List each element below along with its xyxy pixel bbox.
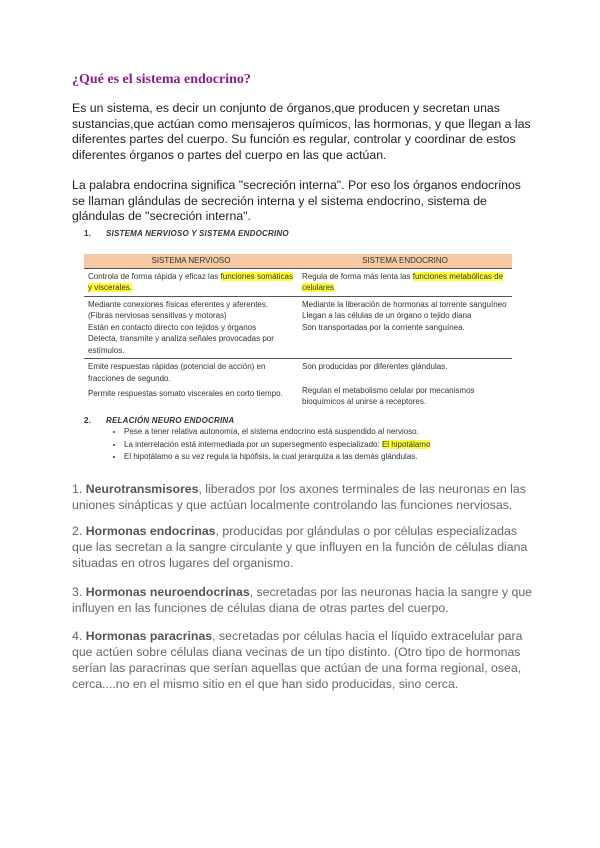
item-term: Neurotransmisores: [85, 482, 199, 496]
table-row: [84, 296, 512, 359]
bullet-text: Pese a tener relativa autonomía, el sistema endocrino está suspendido al nervioso.: [124, 427, 419, 436]
bullet-list: [108, 426, 430, 464]
cell-text: Están en contacto directo con tejidos y órganos: [88, 322, 257, 332]
item-text: , secretadas por las neuronas hacia la sangre y que influyen en las funciones de células diana de otras partes del cuerpo.: [72, 585, 533, 615]
numbered-item-1: [72, 481, 532, 513]
item-text: , secretadas por células hacia el líquido extracelular para que actúen sobre células diana vecinas de un tipo distinto. (Otro tipo de hormonas serían las paracrinas que serían aquellas que actúan de una forma regional, osea, cerca....no en el mismo sitio en el que han sido producidas, sino cerca.: [72, 629, 523, 691]
table-row: [84, 359, 512, 410]
cell-text: Regula de forma más lenta las: [302, 271, 413, 281]
item-term: Hormonas neuroendocrinas: [85, 585, 250, 599]
cell-text: Permite respuestas somato viscerales en corto tiempo.: [88, 389, 283, 398]
cell-text: Llegan a las células de un órgano o tejido diana: [302, 311, 472, 320]
cell-text: Emite respuestas rápidas (potencial de acción) en fracciones de segundo.: [88, 362, 266, 383]
table-cell: [298, 359, 512, 410]
table-cell: [84, 359, 298, 410]
cell-text: Son transportadas por la corriente sanguínea.: [302, 322, 465, 332]
table-cell: [84, 296, 298, 359]
highlighted-text: El hipotálamo: [381, 439, 431, 449]
column-header-endocrino: SISTEMA ENDOCRINO: [298, 254, 512, 268]
cell-text: Son producidas por diferentes glándulas.: [302, 362, 448, 371]
section-number: 2.: [84, 416, 92, 425]
table-cell: [298, 296, 512, 359]
highlighted-text: funciones somáticas y viscerales.: [88, 271, 293, 292]
table-row: [84, 268, 512, 296]
item-number: 2.: [72, 524, 83, 538]
bullet-text: La interrelación está intermediada por un supersegmento especializado:: [124, 439, 382, 449]
bullet-text: El hipotálamo a su vez regula la hipófisis, la cual jerarquiza a las demás glándulas.: [124, 452, 418, 461]
list-item: [124, 426, 430, 439]
item-text: , producidas por glándulas o por células especializadas que las secretan a la sangre circulante y que influyen en la función de células diana situadas en otros lugares del organismo.: [72, 524, 528, 570]
cell-text: Mediante la liberación de hormonas al torrente sanguíneo: [302, 299, 507, 309]
section-title: RELACIÓN NEURO ENDOCRINA: [106, 416, 235, 425]
item-number: 3.: [72, 585, 83, 599]
item-text: , liberados por los axones terminales de las neuronas en las uniones sinápticas y que actúan localmente controlando las funciones nerviosas.: [72, 482, 526, 512]
table-cell: [298, 268, 512, 296]
comparison-table: [84, 254, 512, 410]
cell-text: Controla de forma rápida y eficaz las: [88, 271, 221, 281]
table-cell: [84, 268, 298, 296]
item-term: Hormonas paracrinas: [85, 629, 213, 643]
cell-text: Mediante conexiones físicas eferentes y aferentes. (Fibras nerviosas sensitivas y motoras): [88, 299, 269, 320]
section-heading-1: [84, 229, 289, 238]
column-header-nervioso: SISTEMA NERVIOSO: [84, 254, 298, 268]
intro-paragraph: Es un sistema, es decir un conjunto de órganos,que producen y secretan unas sustancias,que actúan como mensajeros químicos, las hormonas, y que llegan a las diferentes partes del cuerpo. Su función es regular, controlar y coordinar de estos diferentes órganos o partes del cuerpo en las que actúan.: [72, 101, 531, 162]
item-number: 1.: [72, 482, 83, 496]
page-title: ¿Qué es el sistema endocrino?: [72, 72, 251, 87]
list-item: [124, 439, 430, 452]
list-item: [124, 451, 430, 464]
item-term: Hormonas endocrinas: [85, 524, 216, 538]
numbered-item-4: [72, 628, 532, 692]
numbered-item-2: [72, 523, 532, 571]
numbered-item-3: [72, 584, 532, 616]
section-number: 1.: [84, 229, 92, 238]
section-heading-2: [84, 416, 234, 425]
table-header-row: [84, 254, 512, 268]
cell-text: Regulan el metabolismo celular por mecanismos bioquímicos al unirse a receptores.: [302, 385, 475, 406]
cell-text: Detecta, transmite y analiza señales provocadas por estímulos.: [88, 334, 274, 355]
definition-paragraph: La palabra endocrina significa "secreción interna". Por eso los órganos endocrinos se llaman glándulas de secreción interna y el sistema endocrino, sistema de glándulas de "secreción interna".: [72, 178, 521, 223]
section-title: SISTEMA NERVIOSO Y SISTEMA ENDOCRINO: [106, 229, 289, 238]
highlighted-text: funciones metabólicas de celulares: [302, 271, 504, 292]
item-number: 4.: [72, 629, 83, 643]
